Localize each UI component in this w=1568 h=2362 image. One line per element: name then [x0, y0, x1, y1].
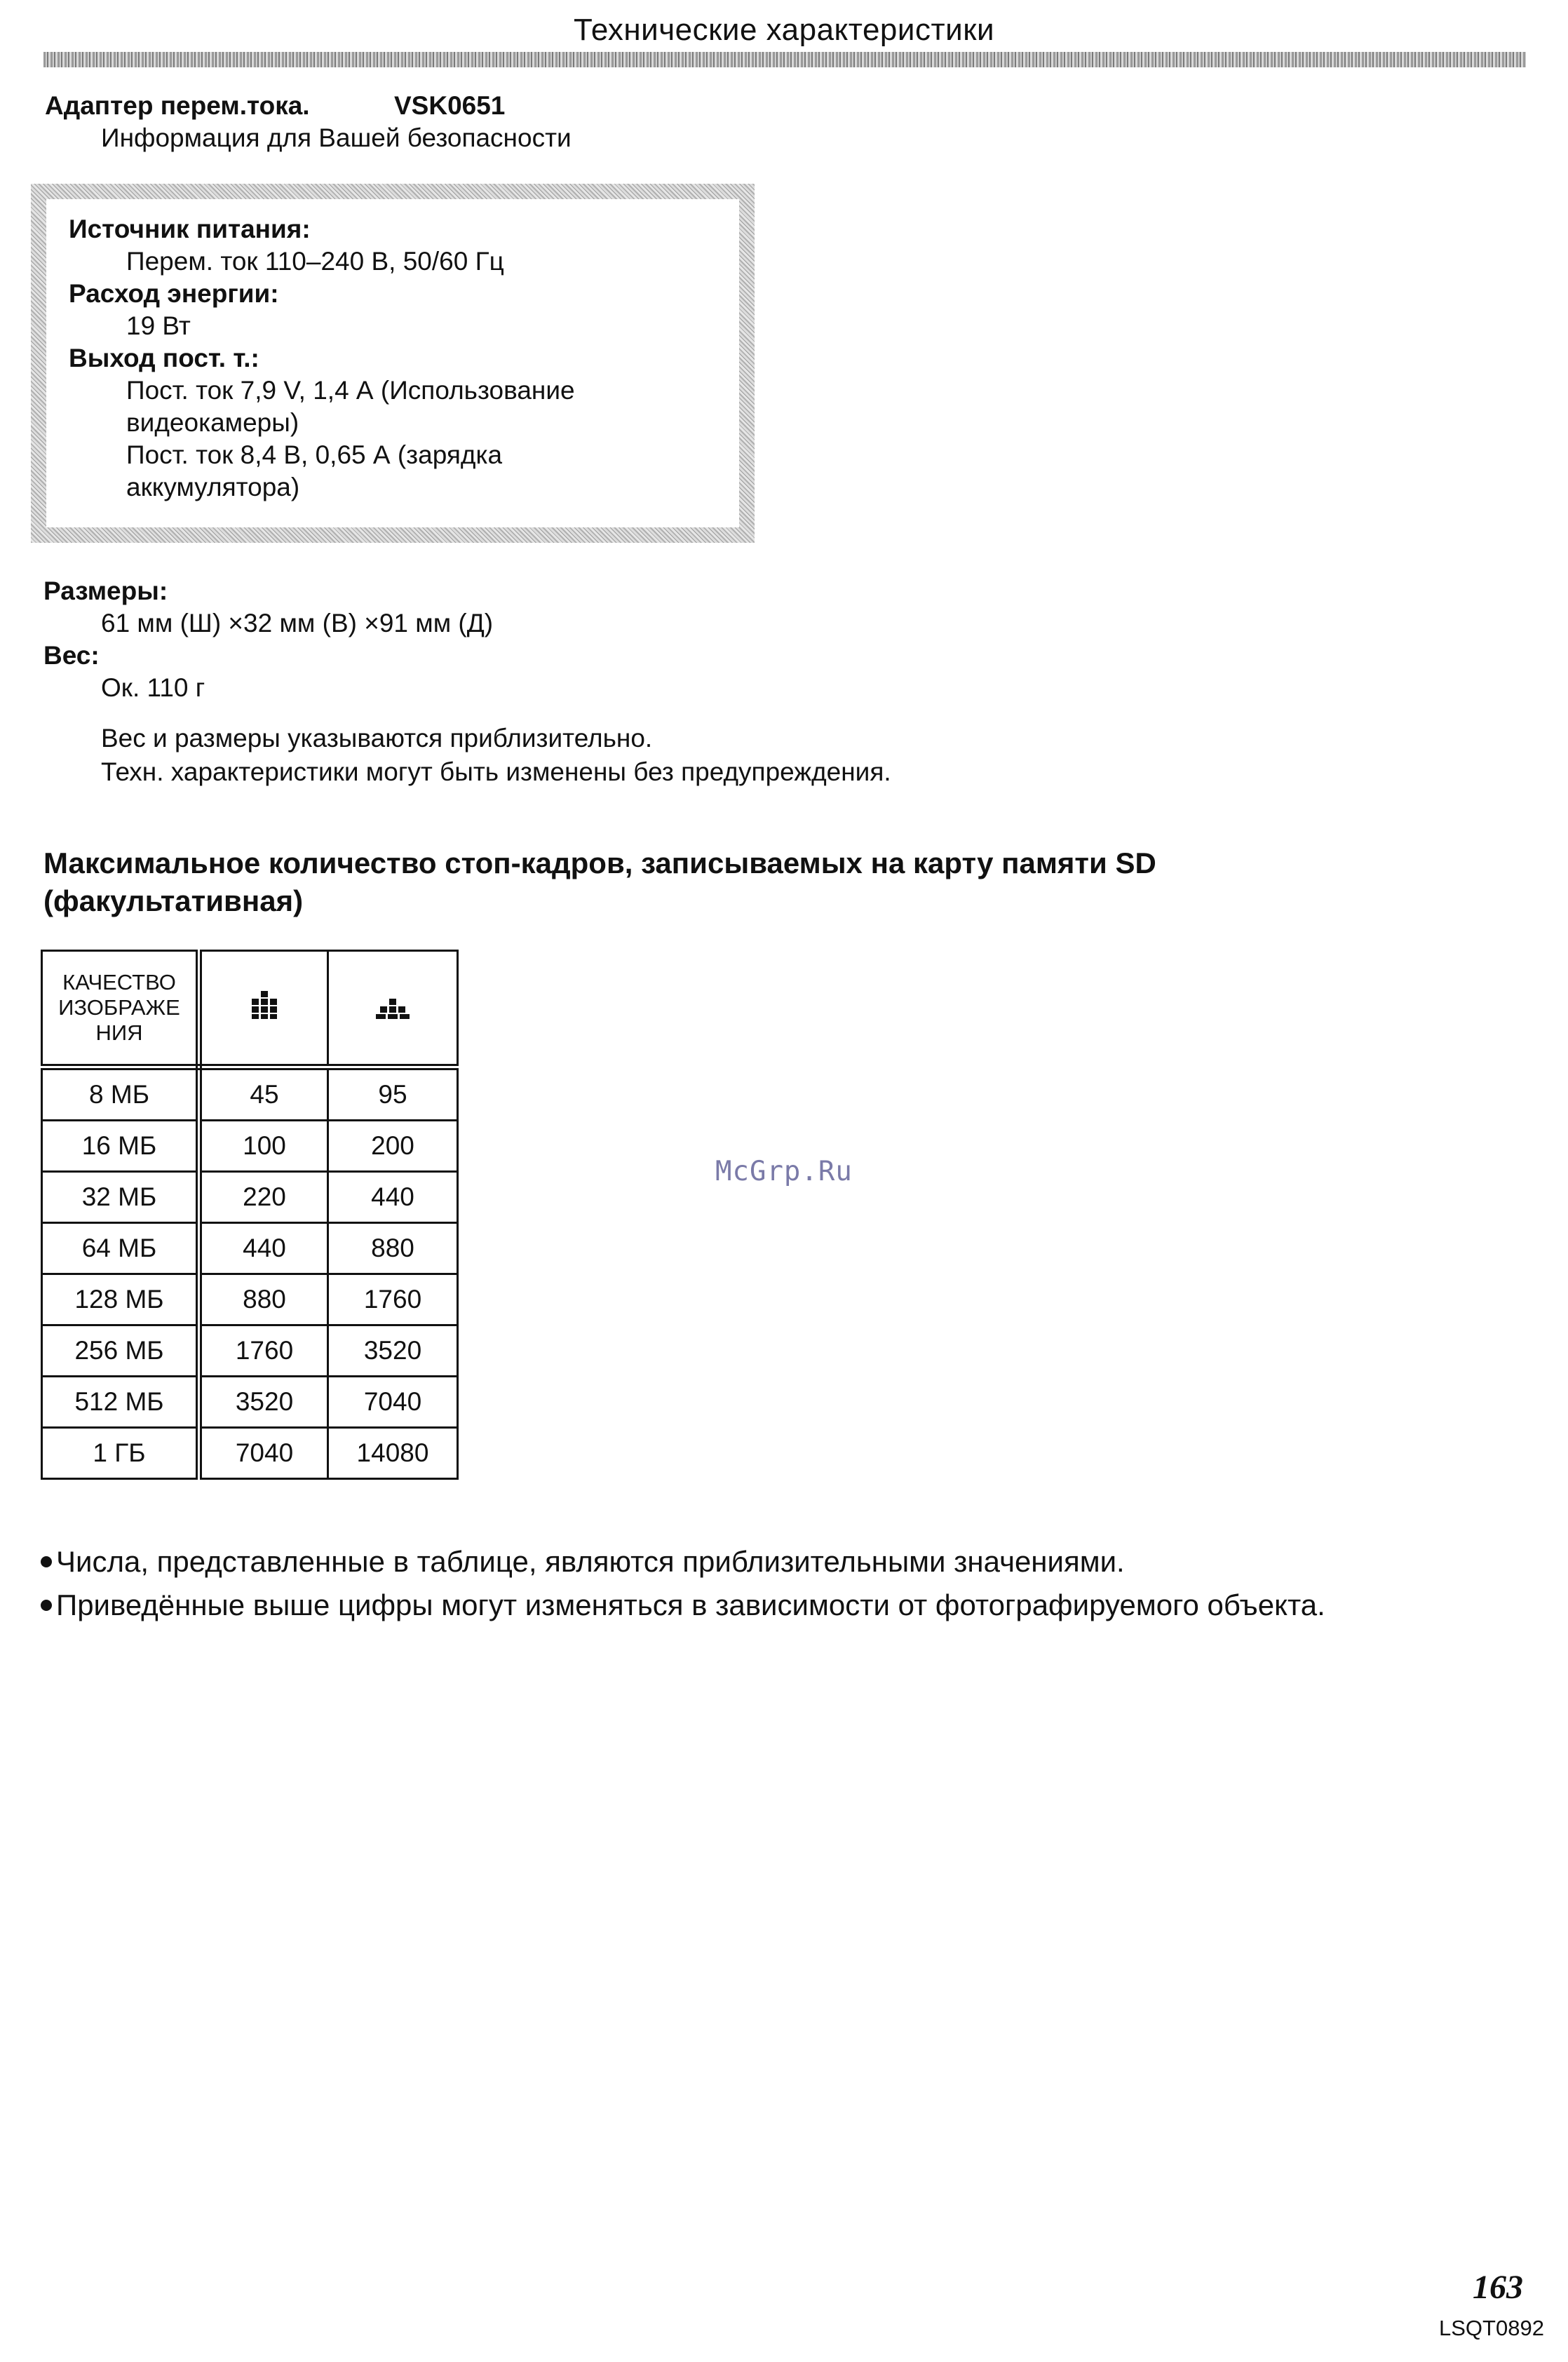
output-label: Выход пост. т.:: [69, 344, 259, 372]
output-line: Пост. ток 8,4 В, 0,65 А (зарядка: [126, 440, 503, 469]
fine-count-cell: 3520: [199, 1377, 328, 1428]
card-size-cell: 8 МБ: [42, 1067, 199, 1121]
card-size-cell: 128 МБ: [42, 1274, 199, 1325]
output-line: видеокамеры): [126, 408, 299, 437]
table-row: [42, 1121, 458, 1172]
sd-section-title: Максимальное количество стоп-кадров, записываемых на карту памяти SD: [43, 846, 1156, 879]
bullet-icon: [41, 1600, 52, 1611]
fine-count-cell: 220: [199, 1172, 328, 1223]
fine-column-header: [199, 951, 328, 1067]
page-number: 163: [1473, 2269, 1523, 2306]
dimensions-label: Размеры:: [43, 576, 168, 605]
fine-count-cell: 1760: [199, 1325, 328, 1377]
card-size-cell: 512 МБ: [42, 1377, 199, 1428]
fine-count-cell: 440: [199, 1223, 328, 1274]
normal-column-header: [328, 951, 458, 1067]
dimensions-value: 61 мм (Ш) ×32 мм (В) ×91 мм (Д): [101, 609, 494, 637]
list-item: [41, 1584, 1325, 1627]
normal-count-cell: 880: [328, 1223, 458, 1274]
document-code: LSQT0892: [1439, 2316, 1544, 2340]
power-source-label: Источник питания:: [69, 215, 311, 243]
quality-fine-icon: [246, 991, 283, 1019]
normal-count-cell: 14080: [328, 1428, 458, 1479]
normal-count-cell: 200: [328, 1121, 458, 1172]
sd-capacity-table: [41, 950, 459, 1480]
output-line: Пост. ток 7,9 V, 1,4 А (Использование: [126, 376, 575, 405]
card-size-cell: 16 МБ: [42, 1121, 199, 1172]
spec-note: Техн. характеристики могут быть изменены без предупреждения.: [101, 757, 891, 786]
normal-count-cell: 7040: [328, 1377, 458, 1428]
normal-count-cell: 440: [328, 1172, 458, 1223]
table-row: [42, 1067, 458, 1121]
notes-list: [41, 1540, 1325, 1627]
adapter-title: Адаптер перем.тока.: [45, 91, 310, 120]
page-header-title: Технические характеристики: [573, 13, 995, 47]
table-row: [42, 1274, 458, 1325]
table-row: [42, 1172, 458, 1223]
quality-header-line: КАЧЕСТВО: [62, 970, 176, 994]
spec-note: Вес и размеры указываются приблизительно.: [101, 724, 653, 753]
note-text: Приведённые выше цифры могут изменяться в зависимости от фотографируемого объекта.: [56, 1588, 1325, 1621]
card-size-cell: 256 МБ: [42, 1325, 199, 1377]
fine-count-cell: 45: [199, 1067, 328, 1121]
consumption-value: 19 Вт: [126, 311, 191, 340]
bullet-icon: [41, 1556, 52, 1567]
quality-normal-icon: [374, 991, 411, 1019]
sd-section-subtitle: (факультативная): [43, 884, 304, 917]
output-line: аккумулятора): [126, 473, 300, 501]
weight-label: Вес:: [43, 641, 100, 670]
fine-count-cell: 7040: [199, 1428, 328, 1479]
adapter-subtitle: Информация для Вашей безопасности: [101, 123, 572, 152]
weight-value: Ок. 110 г: [101, 673, 205, 702]
normal-count-cell: 1760: [328, 1274, 458, 1325]
adapter-model: VSK0651: [394, 91, 506, 120]
card-size-cell: 64 МБ: [42, 1223, 199, 1274]
fine-count-cell: 100: [199, 1121, 328, 1172]
watermark: McGrp.Ru: [715, 1156, 853, 1187]
table-row: [42, 1377, 458, 1428]
card-size-cell: 1 ГБ: [42, 1428, 199, 1479]
consumption-label: Расход энергии:: [69, 279, 279, 308]
card-size-cell: 32 МБ: [42, 1172, 199, 1223]
fine-count-cell: 880: [199, 1274, 328, 1325]
quality-header-cell: [42, 951, 199, 1067]
table-row: [42, 1223, 458, 1274]
table-row: [42, 1428, 458, 1479]
table-header-row: [42, 951, 458, 1067]
quality-header-line: ИЗОБРАЖЕ: [58, 995, 180, 1020]
table-row: [42, 1325, 458, 1377]
power-source-value: Перем. ток 110–240 В, 50/60 Гц: [126, 247, 504, 276]
normal-count-cell: 3520: [328, 1325, 458, 1377]
note-text: Числа, представленные в таблице, являются приблизительными значениями.: [56, 1545, 1125, 1578]
quality-header-line: НИЯ: [95, 1020, 143, 1045]
normal-count-cell: 95: [328, 1067, 458, 1121]
list-item: [41, 1540, 1325, 1584]
header-rule: [43, 52, 1526, 67]
